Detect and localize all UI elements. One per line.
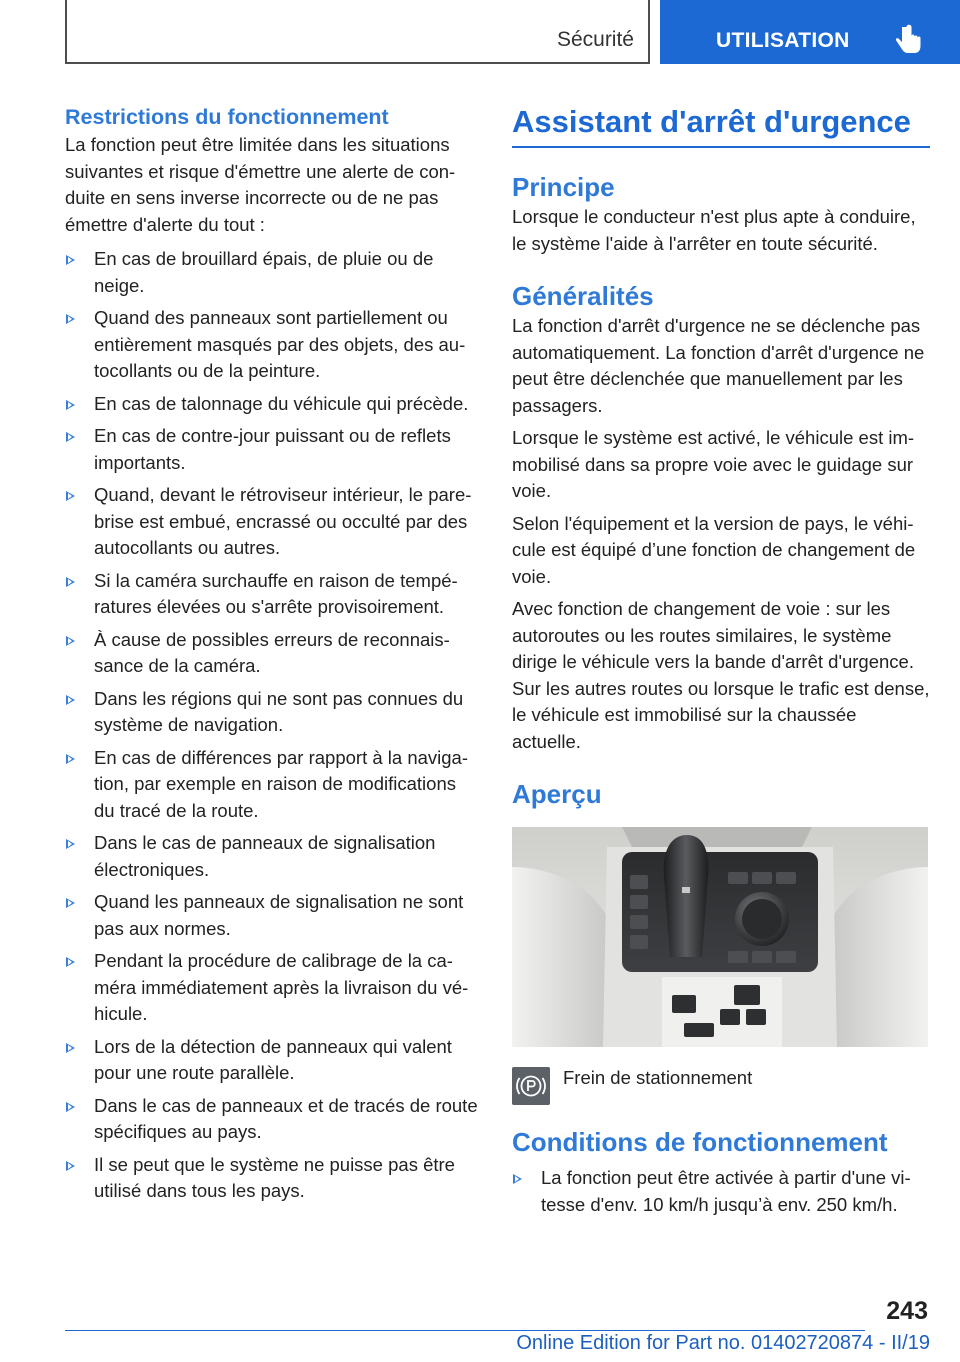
list-item-text: Lors de la détection de panneaux qui valent pour une route parallèle. — [94, 1035, 452, 1083]
list-item-text: Quand les panneaux de signalisation ne sont pas aux normes. — [94, 891, 464, 939]
list-item — [65, 305, 480, 385]
list-item — [65, 1152, 480, 1205]
bullet-triangle-icon — [66, 695, 75, 705]
apercu-heading: Aperçu — [512, 779, 602, 809]
legend-text: Frein de stationnement — [563, 1067, 753, 1088]
list-item-text: Dans le cas de panneaux et de tracés de route spécifiques au pays. — [94, 1094, 478, 1142]
restrictions-heading: Restrictions du fonctionnement — [65, 105, 389, 129]
list-item — [512, 1165, 930, 1218]
bullet-triangle-icon — [66, 754, 75, 764]
generalites-paragraph: Lorsque le système est activé, le véhicule est immobilisé dans sa propre voie avec le guidage sur voie. — [512, 427, 915, 501]
list-item-text: Il se peut que le système ne puisse pas être utilisé dans tous les pays. — [94, 1153, 455, 1201]
footer-divider — [65, 1330, 865, 1331]
bullet-triangle-icon — [66, 400, 75, 410]
bullet-triangle-icon — [66, 636, 75, 646]
bullet-triangle-icon — [66, 577, 75, 587]
center-console-photo — [512, 827, 928, 1047]
generalites-paragraph: Selon l'équipement et la version de pays, le véhicule est équipé d’une fonction de changement de voie. — [512, 512, 916, 587]
chapter-tab-label: UTILISATION — [716, 29, 850, 52]
list-item-text: Quand, devant le rétroviseur intérieur, le pare-brise est embué, encrassé ou occulté par des autocollants ou autres. — [94, 484, 472, 558]
legend-row — [512, 1065, 930, 1113]
list-item — [65, 830, 480, 883]
bullet-triangle-icon — [513, 1174, 522, 1184]
conditions-list — [512, 1165, 930, 1218]
list-item — [65, 1093, 480, 1146]
list-item — [65, 568, 480, 621]
generalites-paragraph: Avec fonction de changement de voie : sur les autoroutes ou les routes similaires, le système dirige le véhicule vers la bande d'arrêt d'urgence. Sur les autres routes ou lorsque le trafic est dense, le véhicule est immobilisé sur la chaussée actuelle. — [512, 598, 930, 752]
list-item-text: Si la caméra surchauffe en raison de températures élevées ou s'arrête provisoirement. — [94, 569, 458, 617]
list-item — [65, 482, 480, 562]
page-number: 243 — [886, 1297, 928, 1325]
list-item — [65, 391, 480, 418]
hand-pointer-icon — [893, 23, 927, 57]
restrictions-intro: La fonction peut être limitée dans les situations suivantes et risque d'émettre une alerte de conduite en sens inverse incorrecte ou de ne pas émettre d'alerte du tout : — [65, 134, 456, 235]
list-item-text: En cas de contre-jour puissant ou de reflets importants. — [94, 425, 451, 473]
section-title: Sécurité — [556, 28, 634, 51]
chapter-tab[interactable] — [660, 0, 960, 64]
generalites-paragraphs — [512, 313, 930, 755]
right-column — [512, 100, 930, 1218]
page-title: Assistant d'arrêt d'urgence — [512, 100, 930, 148]
parking-brake-icon — [512, 1067, 550, 1105]
bullet-triangle-icon — [66, 898, 75, 908]
list-item-text: À cause de possibles erreurs de reconnaissance de la caméra. — [94, 628, 450, 676]
bullet-triangle-icon — [66, 491, 75, 501]
list-item — [65, 627, 480, 680]
principe-heading: Principe — [512, 172, 615, 202]
principe-text: Lorsque le conducteur n'est plus apte à conduire, le système l'aide à l'arrêter en toute sécurité. — [512, 206, 916, 254]
bullet-triangle-icon — [66, 432, 75, 442]
restrictions-list — [65, 246, 480, 1205]
bullet-triangle-icon — [66, 1102, 75, 1112]
list-item — [65, 745, 480, 825]
list-item-text: Dans le cas de panneaux de signalisation électroniques. — [94, 832, 436, 880]
list-item — [65, 423, 480, 476]
bullet-triangle-icon — [66, 314, 75, 324]
list-item-text: Quand des panneaux sont partiellement ou entièrement masqués par des objets, des autocollants ou de la peinture. — [94, 307, 466, 381]
list-item-text: La fonction peut être activée à partir d'une vitesse d'env. 10 km/h jusqu’à env. 250 km/h. — [541, 1167, 911, 1215]
bullet-triangle-icon — [66, 839, 75, 849]
list-item — [65, 948, 480, 1028]
header-frame — [65, 0, 650, 64]
list-item-text: En cas de brouillard épais, de pluie ou de neige. — [94, 248, 434, 296]
list-item-text: En cas de talonnage du véhicule qui précède. — [94, 392, 469, 414]
bullet-triangle-icon — [66, 255, 75, 265]
list-item-text: En cas de différences par rapport à la navigation, par exemple en raison de modifications du tracé de la route. — [94, 746, 469, 821]
list-item-text: Dans les régions qui ne sont pas connues du système de navigation. — [94, 687, 464, 735]
list-item — [65, 889, 480, 942]
bullet-triangle-icon — [66, 1161, 75, 1171]
generalites-heading: Généralités — [512, 281, 654, 311]
generalites-paragraph: La fonction d'arrêt d'urgence ne se déclenche pas automatiquement. La fonction d'arrêt d'urgence ne peut être déclenchée que manuellement par les passagers. — [512, 315, 925, 416]
list-item-text: Pendant la procédure de calibrage de la caméra immédiatement après la livraison du véhicule. — [94, 950, 469, 1024]
left-column — [65, 100, 480, 1205]
edition-footer: Online Edition for Part no. 01402720874 - II/19 — [516, 1332, 930, 1354]
list-item — [65, 1034, 480, 1087]
list-item — [65, 246, 480, 299]
list-item — [65, 686, 480, 739]
conditions-heading: Conditions de fonctionnement — [512, 1127, 888, 1157]
bullet-triangle-icon — [66, 1043, 75, 1053]
bullet-triangle-icon — [66, 957, 75, 967]
